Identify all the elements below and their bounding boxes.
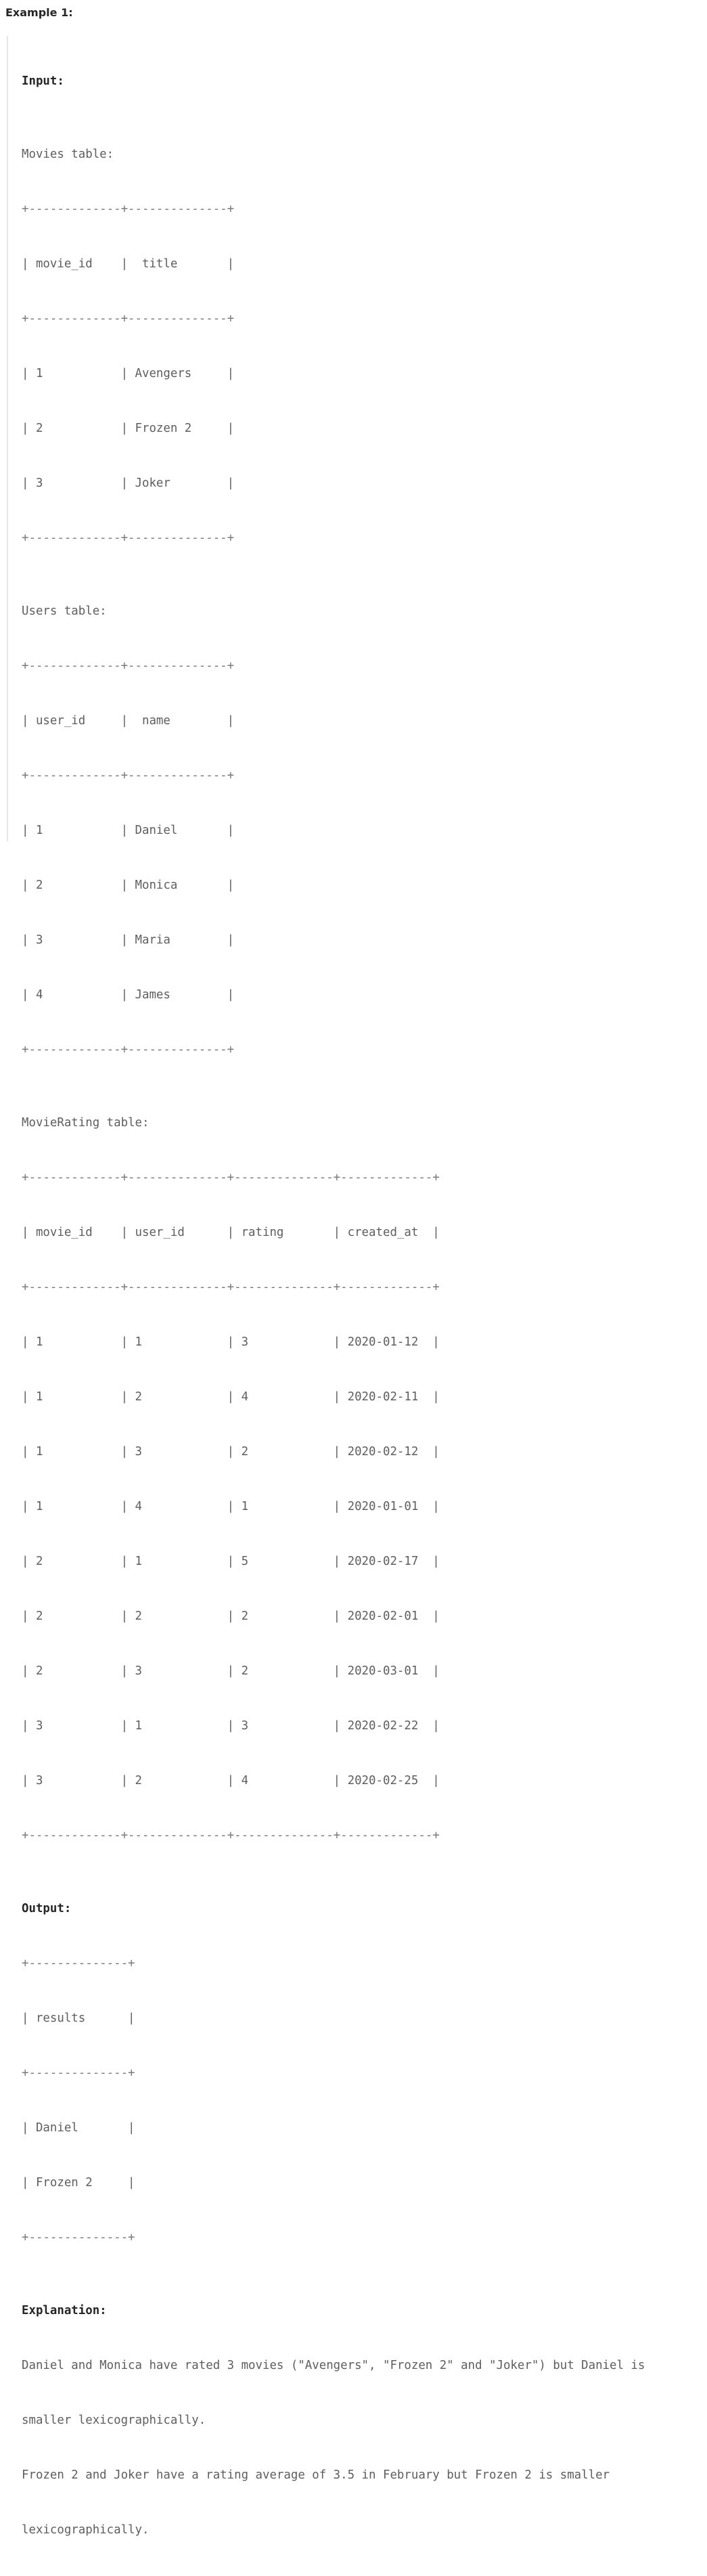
output-label: Output: <box>22 1902 72 1915</box>
explanation-line: smaller lexicographically. <box>22 2414 206 2427</box>
movierating-table-row: | 3 | 2 | 4 | 2020-02-25 | <box>22 1774 440 1787</box>
movierating-table-caption: MovieRating table: <box>22 1116 150 1130</box>
input-label: Input: <box>22 74 64 88</box>
output-table-border-mid: +--------------+ <box>22 2066 135 2080</box>
users-table-row: | 2 | Monica | <box>22 879 235 892</box>
users-table-row: | 1 | Daniel | <box>22 824 235 837</box>
explanation-line: Frozen 2 and Joker have a rating average of 3.5 in February but Frozen 2 is smaller <box>22 2468 610 2482</box>
output-table-row: | Frozen 2 | <box>22 2176 135 2190</box>
explanation-label: Explanation: <box>22 2304 107 2317</box>
movierating-table-header: | movie_id | user_id | rating | created_at | <box>22 1226 440 1239</box>
movierating-table-row: | 3 | 1 | 3 | 2020-02-22 | <box>22 1719 440 1733</box>
movierating-table-border-bottom: +-------------+--------------+--------------+-------------+ <box>22 1829 440 1842</box>
explanation-line: Daniel and Monica have rated 3 movies ("Avengers", "Frozen 2" and "Joker") but Daniel is <box>22 2359 645 2372</box>
users-table-row: | 3 | Maria | <box>22 933 235 947</box>
movies-table-border-mid: +-------------+--------------+ <box>22 312 235 326</box>
movierating-table-border-top: +-------------+--------------+--------------+-------------+ <box>22 1171 440 1184</box>
movierating-table-row: | 1 | 2 | 4 | 2020-02-11 | <box>22 1390 440 1404</box>
output-table-row: | Daniel | <box>22 2121 135 2135</box>
example-content <box>22 36 645 2576</box>
output-table-header: | results | <box>22 2012 135 2025</box>
movierating-table-row: | 1 | 4 | 1 | 2020-01-01 | <box>22 1500 440 1513</box>
movies-table-row: | 1 | Avengers | <box>22 367 235 380</box>
users-table-border-bottom: +-------------+--------------+ <box>22 1043 235 1057</box>
users-table-row: | 4 | James | <box>22 988 235 1002</box>
example-heading: Example 1: <box>5 6 73 19</box>
movies-table-caption: Movies table: <box>22 148 114 161</box>
movierating-table-row: | 1 | 3 | 2 | 2020-02-12 | <box>22 1445 440 1459</box>
users-table-border-top: +-------------+--------------+ <box>22 659 235 673</box>
movierating-table-row: | 2 | 2 | 2 | 2020-02-01 | <box>22 1609 440 1623</box>
movies-table-border-bottom: +-------------+--------------+ <box>22 531 235 545</box>
users-table-header: | user_id | name | <box>22 714 235 728</box>
movierating-table-row: | 2 | 1 | 5 | 2020-02-17 | <box>22 1555 440 1568</box>
output-table-border-bottom: +--------------+ <box>22 2231 135 2244</box>
movierating-table-row: | 1 | 1 | 3 | 2020-01-12 | <box>22 1335 440 1349</box>
movies-table-border-top: +-------------+--------------+ <box>22 202 235 216</box>
movierating-table-border-mid: +-------------+--------------+--------------+-------------+ <box>22 1281 440 1294</box>
explanation-line: lexicographically. <box>22 2523 150 2537</box>
users-table-border-mid: +-------------+--------------+ <box>22 769 235 782</box>
movies-table-row: | 3 | Joker | <box>22 476 235 490</box>
users-table-caption: Users table: <box>22 604 107 618</box>
movierating-table-row: | 2 | 3 | 2 | 2020-03-01 | <box>22 1664 440 1678</box>
example-block <box>7 36 707 2537</box>
movies-table-row: | 2 | Frozen 2 | <box>22 422 235 435</box>
output-table-border-top: +--------------+ <box>22 1957 135 1970</box>
movies-table-header: | movie_id | title | <box>22 257 235 271</box>
